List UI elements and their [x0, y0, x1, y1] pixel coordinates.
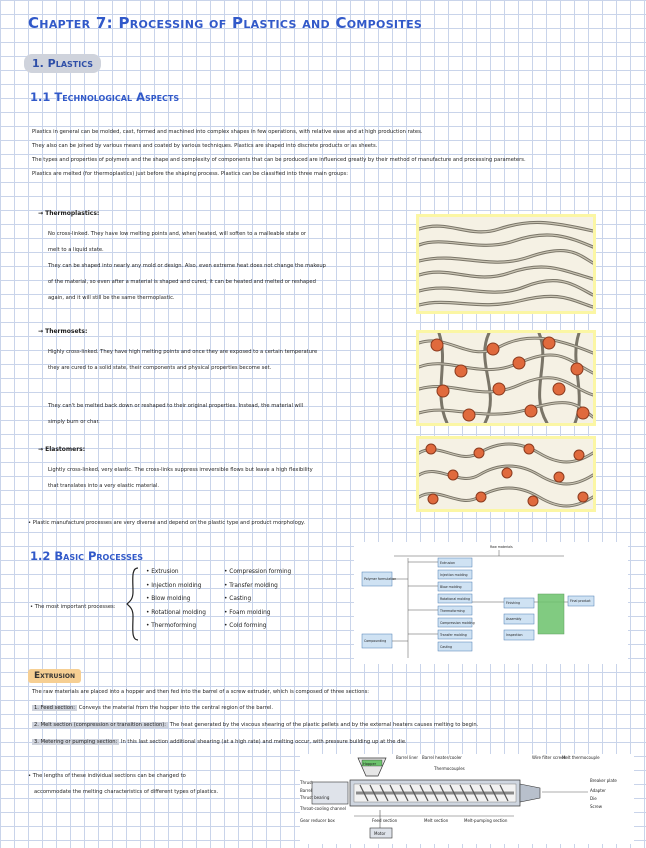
flowchart-right-box: Inspection: [506, 633, 523, 637]
elastomer-network-icon: [419, 439, 593, 509]
extrusion-step: [32, 734, 407, 750]
process-item: • Transfer molding: [224, 582, 278, 589]
linear-chains-icon: [419, 217, 593, 311]
intro-line: The types and properties of polymers and the shape and complexity of components that can be produced are influenced greatly by their method of manufacture and processing parameters.: [32, 157, 526, 163]
extrusion-note-line: • The lengths of these individual sections can be changed to: [28, 773, 186, 779]
plastic-manufacture-note: • Plastic manufacture processes are very diverse and depend on the plastic type and product morphology.: [28, 520, 306, 526]
thermoplastics-line: They can be shaped into nearly any mold or design. Also, even extreme heat does not change the makeup: [48, 263, 326, 269]
flowchart-middle-box: Extrusion: [440, 561, 455, 565]
processes-lead: • The most important processes:: [30, 604, 116, 610]
thermoplastic-structure-image: [416, 214, 596, 314]
flowchart-middle-box: Rotational molding: [440, 597, 471, 601]
thermosets-line: Highly cross-linked. They have high melting points and once they are exposed to a certain temperature: [48, 349, 318, 355]
thermoplastics-label: → Thermoplastics:: [38, 210, 100, 217]
diagram-top-label: Barrel heater/cooler: [422, 755, 462, 760]
flowchart-middle-box: Injection molding: [440, 573, 468, 577]
crosslinked-network-icon: [419, 333, 593, 423]
diagram-section-label: Feed section: [372, 818, 398, 823]
hopper-label: Hopper: [363, 762, 377, 766]
thermosets-line: They can't be melted back down or reshaped to their original properties. Instead, the material will: [48, 403, 304, 409]
thermoplastics-line: of the material, so even after a material is shaped and cured, it can be heated and melted or reshaped: [48, 279, 316, 285]
subsection-heading-basic-processes: 1.2 Basic Processes: [30, 549, 144, 563]
extruder-diagram: [300, 754, 634, 844]
flowchart-final-box: Final product: [570, 599, 591, 603]
thermosets-label: → Thermosets:: [38, 328, 88, 335]
thermoplastics-line: again, and it will still be the same thermoplastic.: [48, 295, 175, 301]
extrusion-heading: Extrusion: [28, 669, 81, 683]
extrusion-intro: The raw materials are placed into a hopper and then fed into the barrel of a screw extruder, which is composed of three sections:: [32, 689, 370, 695]
extruder-schematic: [300, 754, 634, 844]
flowchart-top-label: Raw materials: [490, 545, 513, 549]
elastomer-structure-image: [416, 436, 596, 512]
page-title: Chapter 7: Processing of Plastics and Composites: [28, 14, 423, 32]
diagram-left-label: Barrel: [300, 788, 312, 793]
processes-column-2: [224, 566, 291, 634]
curly-brace-icon: [126, 566, 140, 642]
thermoplastics-block: [38, 210, 99, 217]
flowchart-left-box: Compounding: [364, 639, 387, 643]
process-item: • Blow molding: [146, 596, 191, 603]
extrusion-note: [28, 768, 218, 800]
process-item: • Thermoforming: [146, 623, 197, 630]
thermoplastics-text: [48, 226, 326, 306]
thermosets-line: they are cured to a solid state, their components and physical properties become set.: [48, 365, 272, 371]
extrusion-step-text: The heat generated by the viscous shearing of the plastic pellets and by the external heaters causes melting to begin.: [169, 722, 479, 728]
flowchart-middle-box: Compression molding: [440, 621, 475, 625]
thermosets-line: simply burn or char.: [48, 419, 100, 425]
diagram-left-label: Thrust: [300, 780, 313, 785]
process-item: • Rotational molding: [146, 609, 206, 616]
flowchart-middle-column: [438, 558, 475, 651]
diagram-top-label: Wire filter screen: [532, 755, 567, 760]
intro-line: They also can be joined by various means and coated by various techniques. Plastics are shaped into discrete products or as sheets.: [32, 143, 378, 149]
elastomers-block: [38, 446, 85, 453]
elastomers-label: → Elastomers:: [38, 446, 86, 453]
flowchart-middle-box: Casting: [440, 645, 453, 649]
flowchart-middle-box: Transfer molding: [440, 633, 467, 637]
thermoplastics-line: No cross-linked. They have low melting points and, when heated, will soften to a malleable state or: [48, 231, 307, 237]
extrusion-step-label: 2. Melt section (compression or transition section):: [34, 722, 167, 728]
thermosets-text: [48, 344, 317, 376]
elastomers-line: Lightly cross-linked, very elastic. The cross-links suppress irreversible flows but leave a high flexibility: [48, 467, 313, 473]
flowchart-middle-box: Blow molding: [440, 585, 462, 589]
diagram-right-label: Breaker plate: [590, 778, 617, 783]
extrusion-step: [32, 700, 273, 716]
diagram-right-label: Adapter: [590, 788, 606, 793]
flowchart-right-box: Assembly: [506, 617, 522, 621]
extrusion-step: [32, 717, 478, 733]
thermoplastics-line: melt to a liquid state.: [48, 247, 104, 253]
diagram-left-label: Gear reducer box: [300, 818, 335, 823]
intro-line: Plastics in general can be molded, cast, formed and machined into complex shapes in few operations, with relative ease and at high production rates.: [32, 129, 423, 135]
process-flowchart: [354, 542, 628, 664]
intro-paragraph: [32, 125, 526, 181]
diagram-top-label: Barrel liner: [396, 755, 419, 760]
subsection-heading-technological-aspects: 1.1 Technological Aspects: [30, 90, 180, 104]
process-item: • Compression forming: [224, 569, 292, 575]
diagram-top-label: Melt thermocouple: [562, 755, 600, 760]
diagram-right-label: Die: [590, 796, 597, 801]
intro-line: Plastics are melted (for thermoplastics) just before the shaping process. Plastics can be classified into three main groups:: [32, 171, 348, 177]
thermoset-structure-image: [416, 330, 596, 426]
process-item: • Foam molding: [224, 609, 271, 616]
extrusion-step-label: 1. Feed section:: [34, 705, 76, 711]
thermosets-text-2: [48, 398, 303, 430]
extrusion-note-line: accommodate the melting characteristics of different types of plastics.: [34, 789, 219, 795]
thermosets-block: [38, 328, 87, 335]
process-item: • Cold forming: [224, 623, 267, 630]
flowchart-middle-box: Thermoforming: [440, 609, 465, 613]
elastomers-text: [48, 462, 313, 494]
process-item: • Extrusion: [146, 569, 179, 575]
flowchart-diagram: [354, 542, 628, 664]
diagram-left-label: Throat-cooling channel: [300, 806, 346, 811]
processes-column-1: [146, 566, 206, 634]
extrusion-step-text: In this last section additional shearing (at a high rate) and melting occur, with pressure building up at the die.: [120, 739, 407, 745]
flowchart-left-box: Polymer formulation: [364, 577, 397, 581]
diagram-left-label: Thrust bearing: [300, 795, 330, 800]
flowchart-right-box: Finishing: [506, 601, 521, 605]
motor-label: Motor: [374, 831, 386, 836]
extrusion-step-text: Conveys the material from the hopper into the central region of the barrel.: [78, 705, 274, 711]
section-heading-plastics: 1. Plastics: [24, 54, 101, 73]
diagram-top-label: Thermocouples: [434, 766, 465, 771]
elastomers-line: that translates into a very elastic material.: [48, 483, 160, 489]
diagram-section-label: Melt section: [424, 818, 449, 823]
diagram-right-label: Screw: [590, 804, 603, 809]
extrusion-step-label: 3. Metering or pumping section:: [34, 739, 118, 745]
process-item: • Injection molding: [146, 582, 202, 589]
die-icon: [520, 784, 540, 802]
process-item: • Casting: [224, 596, 252, 603]
diagram-section-label: Melt-pumping section: [464, 818, 508, 823]
